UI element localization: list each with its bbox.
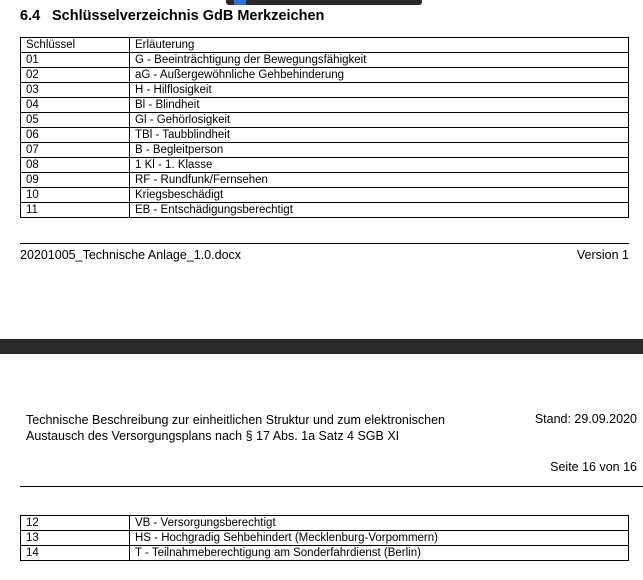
key-cell: 09 [21, 173, 130, 188]
table-row [21, 158, 629, 173]
key-cell: 13 [21, 531, 130, 546]
key-cell: 04 [21, 98, 130, 113]
key-cell: 02 [21, 68, 130, 83]
key-table-continued [20, 515, 629, 561]
key-cell: 10 [21, 188, 130, 203]
footer-filename: 20201005_Technische Anlage_1.0.docx [20, 248, 242, 262]
description-cell: EB - Entschädigungsberechtigt [130, 203, 629, 218]
page-header-title [26, 412, 496, 444]
description-cell: aG - Außergewöhnliche Gehbehinderung [130, 68, 629, 83]
key-table [20, 37, 629, 218]
description-cell: H - Hilflosigkeit [130, 83, 629, 98]
header-cell-description: Erläuterung [130, 38, 629, 53]
key-cell: 08 [21, 158, 130, 173]
header-date: Stand: 29.09.2020 [534, 412, 637, 426]
header-title-line: Technische Beschreibung zur einheitlichen Struktur und zum elektronischen [26, 413, 445, 427]
table-row [21, 128, 629, 143]
key-cell: 05 [21, 113, 130, 128]
table-row [21, 98, 629, 113]
description-cell: RF - Rundfunk/Fernsehen [130, 173, 629, 188]
key-cell: 11 [21, 203, 130, 218]
header-title-line: Austausch des Versorgungsplans nach § 17 Abs. 1a Satz 4 SGB XI [26, 429, 400, 443]
description-cell: TBl - Taubblindheit [130, 128, 629, 143]
toolbar-accent [234, 0, 246, 5]
page-number: Seite 16 von 16 [550, 460, 637, 474]
section-heading [20, 8, 324, 24]
table-row [21, 203, 629, 218]
key-cell: 03 [21, 83, 130, 98]
table-row [21, 546, 629, 561]
section-number: 6.4 [20, 8, 41, 24]
page-separator [0, 339, 643, 354]
description-cell: B - Begleitperson [130, 143, 629, 158]
table-row [21, 531, 629, 546]
table-header-row [21, 38, 629, 53]
key-cell: 01 [21, 53, 130, 68]
key-cell: 12 [21, 516, 130, 531]
description-cell: HS - Hochgradig Sehbehindert (Mecklenburg-Vorpommern) [130, 531, 629, 546]
description-cell: 1 Kl - 1. Klasse [130, 158, 629, 173]
key-cell: 06 [21, 128, 130, 143]
description-cell: G - Beeinträchtigung der Bewegungsfähigkeit [130, 53, 629, 68]
table-row [21, 53, 629, 68]
footer-version: Version 1 [576, 248, 629, 262]
description-cell: Bl - Blindheit [130, 98, 629, 113]
description-cell: T - Teilnahmeberechtigung am Sonderfahrdienst (Berlin) [130, 546, 629, 561]
footer-rule [20, 243, 629, 244]
table-row [21, 188, 629, 203]
header-rule [20, 486, 643, 487]
table-row [21, 83, 629, 98]
table-row [21, 113, 629, 128]
description-cell: VB - Versorgungsberechtigt [130, 516, 629, 531]
key-cell: 07 [21, 143, 130, 158]
table-row [21, 173, 629, 188]
table-row [21, 516, 629, 531]
viewer-toolbar [226, 0, 422, 5]
table-row [21, 68, 629, 83]
header-cell-key: Schlüssel [21, 38, 130, 53]
key-cell: 14 [21, 546, 130, 561]
description-cell: Kriegsbeschädigt [130, 188, 629, 203]
description-cell: Gl - Gehörlosigkeit [130, 113, 629, 128]
table-row [21, 143, 629, 158]
section-title: Schlüsselverzeichnis GdB Merkzeichen [52, 8, 325, 24]
